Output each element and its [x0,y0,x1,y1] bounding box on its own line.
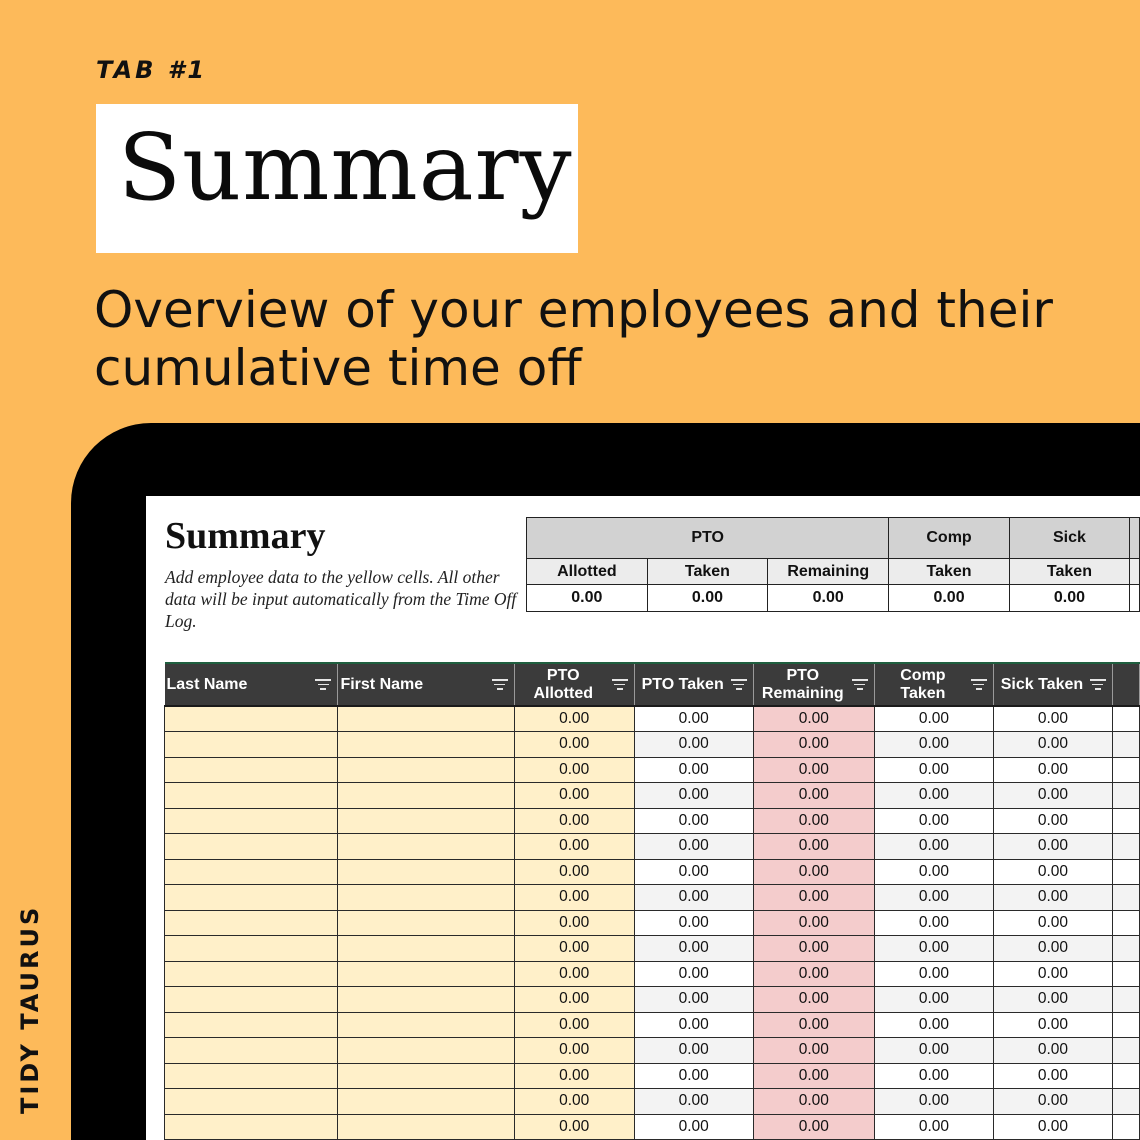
pto-allotted-cell[interactable]: 0.00 [514,757,634,783]
pto-remaining-cell[interactable]: 0.00 [753,1089,874,1115]
pto-taken-cell[interactable]: 0.00 [634,757,753,783]
filter-icon[interactable] [315,679,331,691]
first-name-cell[interactable] [338,706,514,732]
comp-taken-cell[interactable]: 0.00 [874,961,993,987]
comp-taken-cell[interactable]: 0.00 [874,1012,993,1038]
table-row [165,1114,1140,1140]
summary-total-comp-taken[interactable]: 0.00 [889,585,1009,612]
pto-remaining-cell[interactable]: 0.00 [753,757,874,783]
column-header-edge[interactable] [1112,663,1139,706]
last-name-cell[interactable] [165,1089,338,1115]
sick-taken-cell[interactable]: 0.00 [993,936,1112,962]
tab-label: TAB #1 [96,56,208,84]
pto-allotted-cell[interactable]: 0.00 [514,910,634,936]
row-edge-cell[interactable] [1112,1012,1139,1038]
pto-allotted-cell[interactable]: 0.00 [514,1012,634,1038]
column-label: PTO Taken [641,675,724,693]
filter-icon[interactable] [852,679,868,691]
pto-remaining-cell[interactable]: 0.00 [753,1012,874,1038]
first-name-cell[interactable] [338,808,514,834]
pto-allotted-cell[interactable]: 0.00 [514,783,634,809]
summary-total-pto-taken[interactable]: 0.00 [647,585,767,612]
pto-taken-cell[interactable]: 0.00 [634,706,753,732]
row-edge-cell[interactable] [1112,834,1139,860]
pto-taken-cell[interactable]: 0.00 [634,910,753,936]
summary-cell-edge[interactable] [1130,559,1140,585]
pto-taken-cell[interactable]: 0.00 [634,961,753,987]
pto-allotted-cell[interactable]: 0.00 [514,1038,634,1064]
column-header-comp-taken[interactable] [874,663,993,706]
last-name-cell[interactable] [165,808,338,834]
column-label: Sick Taken [1000,675,1084,693]
first-name-cell[interactable] [338,910,514,936]
filter-icon[interactable] [612,679,628,691]
sick-taken-cell[interactable]: 0.00 [993,1114,1112,1140]
pto-remaining-cell[interactable]: 0.00 [753,1114,874,1140]
table-row [165,706,1140,732]
table-row [165,859,1140,885]
pto-allotted-cell[interactable]: 0.00 [514,987,634,1013]
table-row [165,987,1140,1013]
column-header-pto-taken[interactable] [634,663,753,706]
last-name-cell[interactable] [165,757,338,783]
last-name-cell[interactable] [165,1012,338,1038]
last-name-cell[interactable] [165,783,338,809]
column-label: PTO Allotted [533,666,593,702]
sick-taken-cell[interactable]: 0.00 [993,706,1112,732]
sick-taken-cell[interactable]: 0.00 [993,961,1112,987]
first-name-cell[interactable] [338,1114,514,1140]
comp-taken-cell[interactable]: 0.00 [874,1114,993,1140]
table-row [165,1012,1140,1038]
sick-taken-cell[interactable]: 0.00 [993,885,1112,911]
pto-remaining-cell[interactable]: 0.00 [753,732,874,758]
column-header-first-name[interactable] [338,663,514,706]
filter-icon[interactable] [492,679,508,691]
row-edge-cell[interactable] [1112,859,1139,885]
pto-allotted-cell[interactable]: 0.00 [514,706,634,732]
column-label: First Name [340,675,424,693]
filter-icon[interactable] [731,679,747,691]
pto-allotted-cell[interactable]: 0.00 [514,859,634,885]
pto-remaining-cell[interactable]: 0.00 [753,1038,874,1064]
pto-taken-cell[interactable]: 0.00 [634,987,753,1013]
pto-remaining-cell[interactable]: 0.00 [753,783,874,809]
promo-title: Summary [118,114,573,221]
column-header-pto-remaining[interactable] [753,663,874,706]
table-row [165,1063,1140,1089]
table-row [165,1089,1140,1115]
filter-icon[interactable] [1090,679,1106,691]
column-header-sick-taken[interactable] [993,663,1112,706]
comp-taken-cell[interactable]: 0.00 [874,706,993,732]
first-name-cell[interactable] [338,1038,514,1064]
summary-sub-sick-taken[interactable]: Taken [1009,559,1129,585]
pto-remaining-cell[interactable]: 0.00 [753,936,874,962]
comp-taken-cell[interactable]: 0.00 [874,732,993,758]
row-edge-cell[interactable] [1112,936,1139,962]
pto-remaining-cell[interactable]: 0.00 [753,706,874,732]
sick-taken-cell[interactable]: 0.00 [993,834,1112,860]
promo-subtitle: Overview of your employees and their cumulative time off [94,281,1053,397]
sick-taken-cell[interactable]: 0.00 [993,859,1112,885]
pto-allotted-cell[interactable]: 0.00 [514,1089,634,1115]
brand-label: TIDY TAURUS [16,904,44,1114]
sheet-title: Summary [165,515,326,557]
table-row [165,808,1140,834]
summary-cell-edge[interactable] [1130,585,1140,612]
table-row [165,732,1140,758]
last-name-cell[interactable] [165,936,338,962]
first-name-cell[interactable] [338,1063,514,1089]
last-name-cell[interactable] [165,961,338,987]
row-edge-cell[interactable] [1112,757,1139,783]
first-name-cell[interactable] [338,732,514,758]
pto-remaining-cell[interactable]: 0.00 [753,808,874,834]
summary-sub-pto-remaining[interactable]: Remaining [768,559,889,585]
sick-taken-cell[interactable]: 0.00 [993,783,1112,809]
row-edge-cell[interactable] [1112,1038,1139,1064]
first-name-cell[interactable] [338,885,514,911]
pto-remaining-cell[interactable]: 0.00 [753,961,874,987]
pto-taken-cell[interactable]: 0.00 [634,1012,753,1038]
first-name-cell[interactable] [338,783,514,809]
last-name-cell[interactable] [165,987,338,1013]
pto-taken-cell[interactable]: 0.00 [634,808,753,834]
employee-table [164,662,1140,1140]
comp-taken-cell[interactable]: 0.00 [874,757,993,783]
sick-taken-cell[interactable]: 0.00 [993,732,1112,758]
sick-taken-cell[interactable]: 0.00 [993,1012,1112,1038]
table-row [165,757,1140,783]
pto-taken-cell[interactable]: 0.00 [634,936,753,962]
first-name-cell[interactable] [338,987,514,1013]
last-name-cell[interactable] [165,885,338,911]
pto-allotted-cell[interactable]: 0.00 [514,936,634,962]
table-row [165,834,1140,860]
comp-taken-cell[interactable]: 0.00 [874,1089,993,1115]
sick-taken-cell[interactable]: 0.00 [993,1089,1112,1115]
pto-taken-cell[interactable]: 0.00 [634,783,753,809]
pto-allotted-cell[interactable]: 0.00 [514,808,634,834]
row-edge-cell[interactable] [1112,1089,1139,1115]
summary-group-sick[interactable]: Sick [1009,518,1129,559]
comp-taken-cell[interactable]: 0.00 [874,859,993,885]
summary-group-pto[interactable]: PTO [527,518,889,559]
first-name-cell[interactable] [338,834,514,860]
pto-taken-cell[interactable]: 0.00 [634,1089,753,1115]
comp-taken-cell[interactable]: 0.00 [874,936,993,962]
table-row [165,910,1140,936]
summary-sub-comp-taken[interactable]: Taken [889,559,1009,585]
pto-allotted-cell[interactable]: 0.00 [514,834,634,860]
sheet-instructions: Add employee data to the yellow cells. All other data will be input automatically from the Time Off Log. [165,567,517,631]
row-edge-cell[interactable] [1112,961,1139,987]
sick-taken-cell[interactable]: 0.00 [993,808,1112,834]
last-name-cell[interactable] [165,1063,338,1089]
first-name-cell[interactable] [338,859,514,885]
table-row [165,783,1140,809]
pto-taken-cell[interactable]: 0.00 [634,885,753,911]
pto-allotted-cell[interactable]: 0.00 [514,885,634,911]
row-edge-cell[interactable] [1112,1063,1139,1089]
first-name-cell[interactable] [338,961,514,987]
pto-remaining-cell[interactable]: 0.00 [753,1063,874,1089]
pto-taken-cell[interactable]: 0.00 [634,732,753,758]
summary-total-pto-allotted[interactable]: 0.00 [527,585,648,612]
summary-cell-edge[interactable] [1130,518,1140,559]
pto-remaining-cell[interactable]: 0.00 [753,834,874,860]
first-name-cell[interactable] [338,757,514,783]
pto-remaining-cell[interactable]: 0.00 [753,859,874,885]
pto-taken-cell[interactable]: 0.00 [634,859,753,885]
pto-allotted-cell[interactable]: 0.00 [514,732,634,758]
summary-group-comp[interactable]: Comp [889,518,1009,559]
row-edge-cell[interactable] [1112,885,1139,911]
column-label: PTO Remaining [761,666,844,702]
comp-taken-cell[interactable]: 0.00 [874,783,993,809]
pto-taken-cell[interactable]: 0.00 [634,834,753,860]
sick-taken-cell[interactable]: 0.00 [993,1038,1112,1064]
row-edge-cell[interactable] [1112,987,1139,1013]
comp-taken-cell[interactable]: 0.00 [874,885,993,911]
pto-allotted-cell[interactable]: 0.00 [514,1114,634,1140]
comp-taken-cell[interactable]: 0.00 [874,808,993,834]
pto-allotted-cell[interactable]: 0.00 [514,1063,634,1089]
pto-remaining-cell[interactable]: 0.00 [753,987,874,1013]
comp-taken-cell[interactable]: 0.00 [874,1038,993,1064]
row-edge-cell[interactable] [1112,732,1139,758]
row-edge-cell[interactable] [1112,1114,1139,1140]
summary-sub-pto-taken[interactable]: Taken [647,559,767,585]
last-name-cell[interactable] [165,834,338,860]
pto-remaining-cell[interactable]: 0.00 [753,885,874,911]
column-label: Last Name [166,675,248,693]
column-header-pto-allotted[interactable] [514,663,634,706]
summary-sub-pto-allotted[interactable]: Allotted [527,559,648,585]
pto-remaining-cell[interactable]: 0.00 [753,910,874,936]
table-row [165,885,1140,911]
row-edge-cell[interactable] [1112,808,1139,834]
row-edge-cell[interactable] [1112,706,1139,732]
pto-allotted-cell[interactable]: 0.00 [514,961,634,987]
pto-taken-cell[interactable]: 0.00 [634,1038,753,1064]
column-label: Comp Taken [900,666,946,702]
column-header-last-name[interactable] [165,663,338,706]
filter-icon[interactable] [971,679,987,691]
sick-taken-cell[interactable]: 0.00 [993,757,1112,783]
first-name-cell[interactable] [338,936,514,962]
summary-total-sick-taken[interactable]: 0.00 [1009,585,1129,612]
last-name-cell[interactable] [165,910,338,936]
first-name-cell[interactable] [338,1012,514,1038]
sick-taken-cell[interactable]: 0.00 [993,910,1112,936]
last-name-cell[interactable] [165,732,338,758]
table-row [165,936,1140,962]
summary-total-pto-remaining[interactable]: 0.00 [768,585,889,612]
comp-taken-cell[interactable]: 0.00 [874,834,993,860]
table-row [165,961,1140,987]
title-box [96,104,578,253]
last-name-cell[interactable] [165,1114,338,1140]
sick-taken-cell[interactable]: 0.00 [993,1063,1112,1089]
sick-taken-cell[interactable]: 0.00 [993,987,1112,1013]
summary-totals-table [526,517,1140,612]
last-name-cell[interactable] [165,1038,338,1064]
row-edge-cell[interactable] [1112,783,1139,809]
last-name-cell[interactable] [165,859,338,885]
row-edge-cell[interactable] [1112,910,1139,936]
spreadsheet-screen [146,496,1140,1140]
comp-taken-cell[interactable]: 0.00 [874,987,993,1013]
first-name-cell[interactable] [338,1089,514,1115]
pto-taken-cell[interactable]: 0.00 [634,1063,753,1089]
last-name-cell[interactable] [165,706,338,732]
comp-taken-cell[interactable]: 0.00 [874,1063,993,1089]
table-row [165,1038,1140,1064]
comp-taken-cell[interactable]: 0.00 [874,910,993,936]
pto-taken-cell[interactable]: 0.00 [634,1114,753,1140]
